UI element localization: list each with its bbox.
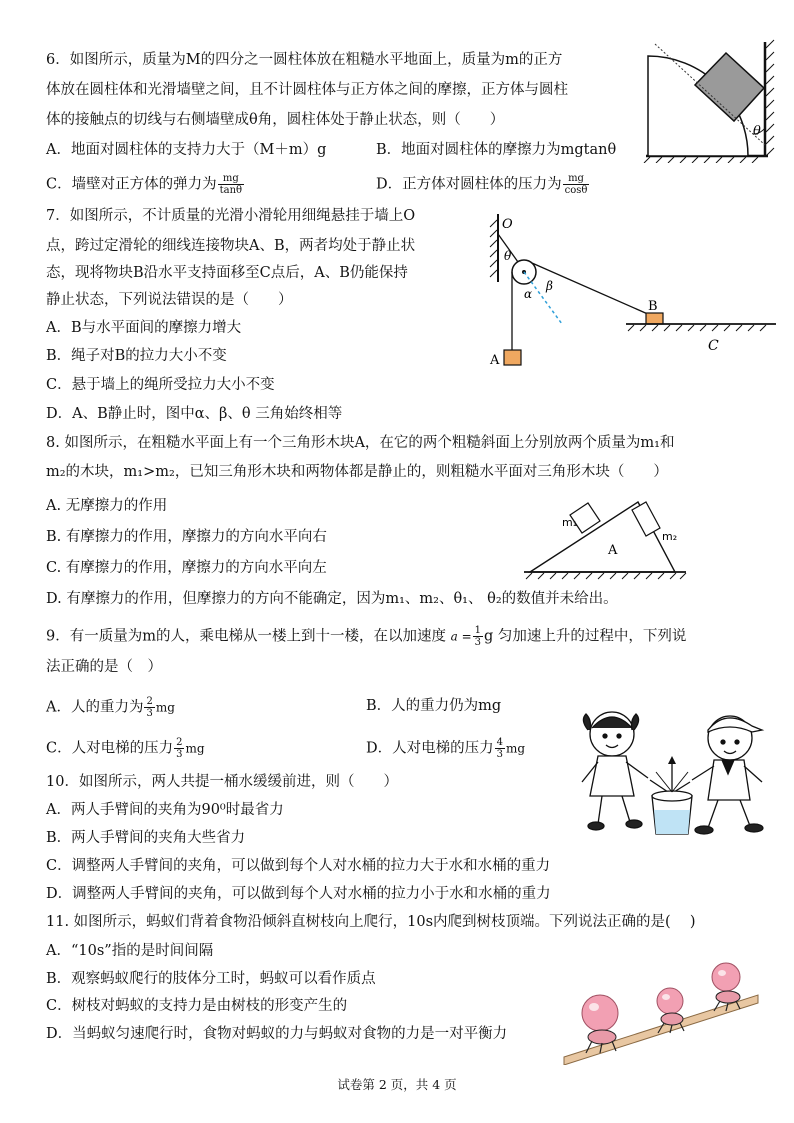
q9-stem-text-b: g 匀加速上升的过程中，下列说 <box>484 628 687 645</box>
q8-option-a: A. 无摩擦力的作用 <box>46 498 168 514</box>
q7-label-theta: θ <box>504 249 512 263</box>
q6-figure <box>640 38 780 163</box>
q10-boy-illustration <box>692 716 763 834</box>
q9-frac-num: 1 <box>474 625 481 636</box>
q6-stem-line3: 体的接触点的切线与右侧墙壁成θ角，圆柱体处于静止状态，则（ ） <box>46 112 505 128</box>
q7-stem-line4: 静止状态，下列说法错误的是（ ） <box>46 292 293 308</box>
q10-option-a: A．两人手臂间的夹角为90⁰时最省力 <box>46 802 284 818</box>
q7-label-beta: β <box>546 279 553 293</box>
q9-option-d-den: 3 <box>496 749 503 760</box>
q7-label-b: B <box>648 299 658 314</box>
q10-water-bucket <box>650 756 692 834</box>
q9-option-a <box>46 696 175 719</box>
q6-stem-line2: 体放在圆柱体和光滑墙壁之间，且不计圆柱体与正方体之间的摩擦，正方体与圆柱 <box>46 82 568 98</box>
q10-girl-illustration <box>582 712 648 830</box>
q7-label-a: A <box>490 353 500 368</box>
q9-frac-den: 3 <box>474 637 481 648</box>
q9-option-c-fraction <box>174 737 184 760</box>
q11-option-c: C．树枝对蚂蚁的支持力是由树枝的形变产生的 <box>46 998 348 1014</box>
q7-stem-line2: 点，跨过定滑轮的细线连接物块A、B，两者均处于静止状 <box>46 238 416 254</box>
q6-option-c <box>46 173 245 196</box>
q8-triangle-block <box>530 502 678 572</box>
q7-horizontal-support <box>626 324 776 331</box>
q8-stem-line1: 8. 如图所示，在粗糙水平面上有一个三角形木块A，在它的两个粗糙斜面上分别放两个质量为m₁和 <box>46 435 675 451</box>
q11-figure <box>558 955 764 1065</box>
q6-ground <box>644 156 768 163</box>
q6-option-d-num: mg <box>563 173 590 185</box>
q8-option-d: D. 有摩擦力的作用，但摩擦力的方向不能确定，因为m₁、m₂、θ₁、 θ₂的数值并未给出。 <box>46 591 618 607</box>
q7-stem-line3: 态，现将物块B沿水平支持面移至C点后，A、B仍能保持 <box>46 265 408 281</box>
q8-figure <box>520 490 690 580</box>
q7-block-a <box>504 350 521 365</box>
q7-figure <box>486 212 786 372</box>
q10-stem: 10．如图所示，两人共提一桶水缓缓前进，则（ ） <box>46 774 398 790</box>
q7-option-b: B．绳子对B的拉力大小不变 <box>46 348 227 364</box>
q9-option-c-unit: mg <box>185 741 205 756</box>
q6-option-a: A．地面对圆柱体的支持力大于（M＋m）g <box>46 142 327 158</box>
q9-option-b: B．人的重力仍为mg <box>366 698 502 714</box>
q7-label-o: O <box>502 217 513 232</box>
q6-option-b: B．地面对圆柱体的摩擦力为mgtanθ <box>376 142 617 158</box>
q7-label-c: C <box>708 338 719 354</box>
q6-option-c-text: C．墙壁对正方体的弹力为 <box>46 176 217 193</box>
q6-option-c-den: tanθ <box>219 185 243 196</box>
q9-stem-line1 <box>46 625 686 648</box>
q9-option-a-den: 3 <box>146 708 153 719</box>
q11-option-a: A．“10s”指的是时间间隔 <box>46 943 214 959</box>
q7-option-c: C．悬于墙上的绳所受拉力大小不变 <box>46 377 275 393</box>
q8-label-m2: m₂ <box>662 530 678 543</box>
q9-option-d-unit: mg <box>506 741 526 756</box>
q7-label-alpha: α <box>524 287 533 301</box>
q9-option-d-text: D．人对电梯的压力 <box>366 740 494 757</box>
q9-acceleration-fraction <box>473 625 483 648</box>
q11-option-b: B．观察蚂蚁爬行的肢体分工时，蚂蚁可以看作质点 <box>46 971 376 987</box>
q9-option-d-num: 4 <box>496 737 503 748</box>
q10-option-d: D．调整两人手臂间的夹角，可以做到每个人对水桶的拉力小于水和水桶的重力 <box>46 886 551 902</box>
q6-wall <box>765 40 774 156</box>
q8-option-b: B. 有摩擦力的作用，摩擦力的方向水平向右 <box>46 529 327 545</box>
q9-option-a-unit: mg <box>155 700 175 715</box>
q8-label-m1: m₁ <box>562 516 578 529</box>
q8-option-c: C. 有摩擦力的作用，摩擦力的方向水平向左 <box>46 560 327 576</box>
q7-stem-line1: 7．如图所示，不计质量的光滑小滑轮用细绳悬挂于墙上O <box>46 208 416 224</box>
q9-option-a-num: 2 <box>146 696 153 707</box>
q10-option-c: C．调整两人手臂间的夹角，可以做到每个人对水桶的拉力大于水和水桶的重力 <box>46 858 551 874</box>
q6-option-d-den: cosθ <box>564 185 588 196</box>
q9-option-a-fraction <box>144 696 154 719</box>
q6-theta-label: θ <box>753 124 761 139</box>
q10-figure <box>576 700 772 840</box>
q6-stem-line1: 6．如图所示，质量为M的四分之一圆柱体放在粗糙水平地面上，质量为m的正方 <box>46 52 563 68</box>
q6-option-d <box>376 173 590 196</box>
q10-option-b: B．两人手臂间的夹角大些省力 <box>46 830 246 846</box>
q11-option-d: D．当蚂蚁匀速爬行时，食物对蚂蚁的力与蚂蚁对食物的力是一对平衡力 <box>46 1026 508 1042</box>
page-footer: 试卷第 2 页，共 4 页 <box>337 1077 457 1092</box>
q7-wall <box>490 214 498 282</box>
q11-stem: 11. 如图所示，蚂蚁们背着食物沿倾斜直树枝向上爬行，10s内爬到树枝顶端。下列说法正确的是( ) <box>46 914 696 930</box>
q7-block-b <box>646 313 663 324</box>
q6-option-d-fraction <box>563 173 590 196</box>
q6-option-c-fraction <box>218 173 244 196</box>
q8-ground <box>524 572 686 579</box>
q7-option-d: D．A、B静止时，图中α、β、θ 三角始终相等 <box>46 406 343 422</box>
q9-a-equals: a = <box>450 629 472 644</box>
q9-option-c-text: C．人对电梯的压力 <box>46 740 174 757</box>
q9-stem-text-a: 9．有一质量为m的人，乘电梯从一楼上到十一楼，在以加速度 <box>46 628 446 645</box>
q9-stem-line2: 法正确的是（ ） <box>46 659 162 675</box>
q9-option-a-text: A．人的重力为 <box>46 699 144 716</box>
q7-option-a: A．B与水平面间的摩擦力增大 <box>46 320 242 336</box>
q8-stem-line2: m₂的木块，m₁>m₂，已知三角形木块和两物体都是静止的，则粗糙水平面对三角形木块（ ） <box>46 464 668 480</box>
q9-option-d <box>366 737 525 760</box>
q6-option-d-text: D．正方体对圆柱体的压力为 <box>376 176 562 193</box>
q8-label-a: A <box>608 543 618 558</box>
q9-option-d-fraction <box>495 737 505 760</box>
q9-option-c-den: 3 <box>176 749 183 760</box>
q9-option-c-num: 2 <box>176 737 183 748</box>
q6-option-c-num: mg <box>218 173 244 185</box>
q9-option-c <box>46 737 205 760</box>
